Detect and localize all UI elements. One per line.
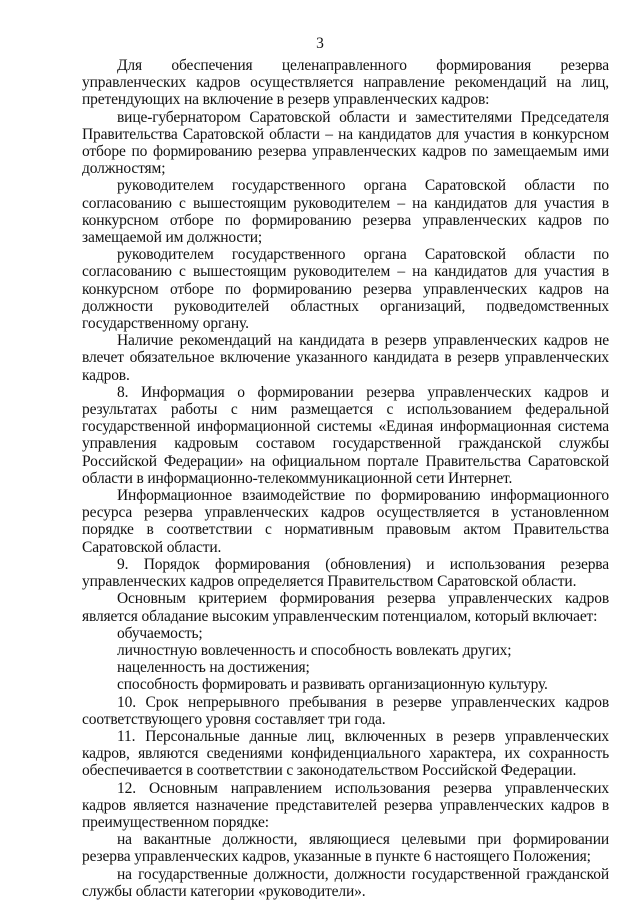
list-item-learnability: обучаемость; [117, 624, 203, 642]
paragraph-head-own-position: руководителем государственного органа Саратовской области по согласованию с вышестоящим руководителем – на кандидатов для участия в конкурсном отборе по формированию резерва управленческих кадров по замещаемой им должности; [82, 177, 609, 247]
list-item-achievement: нацеленность на достижения; [117, 659, 310, 677]
document-body [82, 57, 609, 900]
paragraph-item-9: 9. Порядок формирования (обновления) и использования резерва управленческих кадров определяется Правительством Саратовской области. [82, 555, 609, 591]
page-number: 3 [316, 35, 324, 52]
paragraph-item-8: 8. Информация о формировании резерва управленческих кадров и результатах работы с ним размещается с использованием федеральной государственной информационной системы «Единая информационная система управления кадровым составом государственной гражданской службы Российской Федерации» на официальном портале Правительства Саратовской области в информационно-телекоммуникационной сети Интернет. [82, 383, 609, 487]
paragraph-vice-governor: вице-губернатором Саратовской области и заместителями Председателя Правительства Саратовской области – на кандидатов для участия в конкурсном отборе по формированию резерва управленческих кадров по замещаемым ими должностям; [82, 108, 609, 178]
paragraph-item-10: 10. Срок непрерывного пребывания в резерве управленческих кадров соответствующего уровня составляет три года. [82, 693, 609, 728]
paragraph-state-positions: на государственные должности, должности государственной гражданской службы области категории «руководители». [82, 865, 609, 900]
list-item-culture: способность формировать и развивать организационную культуру. [117, 676, 548, 694]
list-item-engagement: личностную вовлеченность и способность вовлекать других; [117, 641, 512, 659]
paragraph-recommendation-not-binding: Наличие рекомендаций на кандидата в резерв управленческих кадров не влечет обязательное включение указанного кандидата в резерв управленческих кадров. [82, 332, 609, 384]
paragraph-item-11: 11. Персональные данные лиц, включенных в резерв управленческих кадров, являются сведениями конфиденциального характера, их сохранность обеспечивается в соответствии с законодательством Российской Федерации. [82, 727, 609, 780]
paragraph-head-subordinate-orgs: руководителем государственного органа Саратовской области по согласованию с вышестоящим руководителем – на кандидатов для участия в конкурсном отборе по формированию резерва управленческих кадров на должности руководителей областных организаций, подведомственных государственному органу. [82, 246, 609, 333]
paragraph-vacant-positions: на вакантные должности, являющиеся целевыми при формировании резерва управленческих кадров, указанные в пункте 6 настоящего Положения; [82, 831, 609, 866]
paragraph-information-interaction: Информационное взаимодействие по формированию информационного ресурса резерва управленческих кадров осуществляется в установленном порядке в соответствии с нормативным правовым актом Правительства Саратовской области. [82, 487, 609, 556]
paragraph-main-criterion: Основным критерием формирования резерва управленческих кадров является обладание высоким управленческим потенциалом, который включает: [82, 590, 609, 625]
paragraph-intro-recommendations: Для обеспечения целенаправленного формирования резерва управленческих кадров осуществляется направление рекомендаций на лиц, претендующих на включение в резерв управленческих кадров: [82, 57, 609, 109]
paragraph-item-12: 12. Основным направлением использования резерва управленческих кадров является назначение представителей резерва управленческих кадров в преимущественном порядке: [82, 779, 609, 831]
